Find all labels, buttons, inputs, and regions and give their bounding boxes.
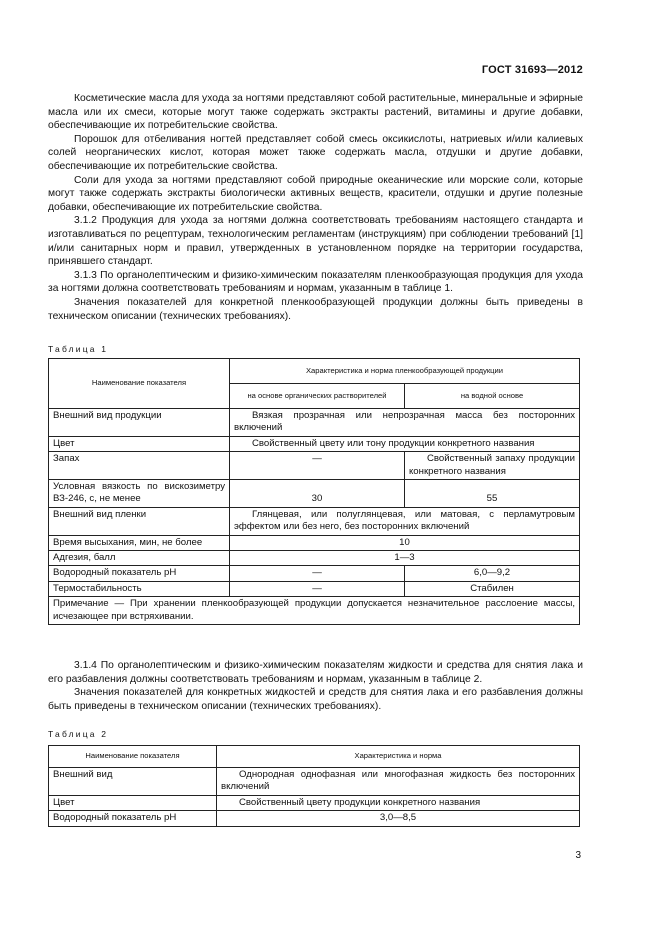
paragraph: Соли для ухода за ногтями представляют собой природные океанические или морские соли, которые могут также содержать экстракты биологически активных веществ, красители, отдушки и другие полезные добавки, обеспечивающие их потребительские свойства. [48,174,583,213]
row-name: Внешний вид [49,768,217,796]
table-2 [48,745,580,827]
row-name: Условная вязкость по вискозиметру ВЗ-246, с, не менее [49,480,230,508]
row-value-organic: — [230,581,405,596]
row-name: Водородный показатель рН [49,811,217,826]
table-row [49,535,580,550]
table-row [49,795,580,810]
row-value: Однородная однофазная или многофазная жидкость без посторонних включений [217,768,580,796]
row-value-water: 55 [405,480,580,508]
table-row [49,480,580,508]
table-row [49,452,580,480]
table-row [49,811,580,826]
row-name: Цвет [49,436,230,451]
row-name: Адгезия, балл [49,551,230,566]
table-row [49,436,580,451]
paragraph: Порошок для отбеливания ногтей представляет собой смесь оксикислоты, натриевых и/или калиевых солей неорганических кислот, которая может также содержать масла, отдушки и другие добавки, обеспечивающие их потребительские свойства. [48,133,583,172]
row-name: Цвет [49,795,217,810]
paragraph: 3.1.2 Продукция для ухода за ногтями должна соответствовать требованиям настоящего стандарта и изготавливаться по рецептурам, технологическим регламентам (инструкциям) при соблюдении требований [1] и/или санитарных норм и правил, утвержденных в установленном порядке на территории государства, принявшего стандарт. [48,215,583,268]
text-block-bottom [48,659,583,713]
row-value-organic: — [230,452,405,480]
row-name: Водородный показатель рН [49,566,230,581]
table-row [49,409,580,437]
row-name: Время высыхания, мин, не более [49,535,230,550]
column-header-name: Наименование показателя [49,359,230,409]
row-name: Запах [49,452,230,480]
paragraph: Косметические масла для ухода за ногтями представляют собой растительные, минеральные и эфирные масла или их смеси, которые могут также содержать экстракты растений, витамины и другие добавки, обеспечивающие их потребительские свойства. [48,93,583,132]
row-name: Внешний вид пленки [49,507,230,535]
table-2-label: Таблица 2 [48,729,109,739]
standard-code-header: ГОСТ 31693—2012 [481,64,583,76]
table-1 [48,358,580,625]
row-value: 1—3 [230,551,580,566]
row-value: Свойственный цвету или тону продукции конкретного названия [230,436,580,451]
text-block-top [48,92,583,323]
table-row [49,768,580,796]
row-name: Внешний вид продукции [49,409,230,437]
row-value: Свойственный цвету продукции конкретного названия [217,795,580,810]
column-header-organic: на основе органических растворителей [230,384,405,409]
row-name: Термостабильность [49,581,230,596]
paragraph: 3.1.4 По органолептическим и физико-химическим показателям жидкости и средства для снятия лака и его разбавления должны соответствовать требованиям и нормам, указанным в таблице 2. [48,660,583,685]
column-header-group: Характеристика и норма пленкообразующей продукции [230,359,580,384]
row-value: 3,0—8,5 [217,811,580,826]
table-note-row [49,597,580,625]
column-header-name: Наименование показателя [49,746,217,768]
table-row [49,507,580,535]
row-value-organic: 30 [230,480,405,508]
column-header-water: на водной основе [405,384,580,409]
column-header-value: Характеристика и норма [217,746,580,768]
paragraph: Значения показателей для конкретных жидкостей и средств для снятия лака и его разбавления должны быть приведены в техническом описании (технических требованиях). [48,687,583,712]
page-number: 3 [575,850,581,861]
table-row [49,566,580,581]
row-value: 10 [230,535,580,550]
row-value-water: Свойственный запаху продукции конкретного названия [405,452,580,480]
table-row [49,581,580,596]
table-row [49,551,580,566]
table-note: Примечание — При хранении пленкообразующей продукции допускается незначительное расслоение массы, исчезающее при встряхивании. [49,597,580,625]
table-1-label: Таблица 1 [48,344,109,354]
paragraph: Значения показателей для конкретной пленкообразующей продукции должны быть приведены в техническом описании (технических требованиях). [48,296,583,322]
row-value-water: Стабилен [405,581,580,596]
row-value-water: 6,0—9,2 [405,566,580,581]
row-value: Глянцевая, или полуглянцевая, или матовая, с перламутровым эффектом или без него, без посторонних включений [230,507,580,535]
row-value: Вязкая прозрачная или непрозрачная масса без посторонних включений [230,409,580,437]
row-value-organic: — [230,566,405,581]
paragraph: 3.1.3 По органолептическим и физико-химическим показателям пленкообразующая продукция для ухода за ногтями должна соответствовать требованиям и нормам, указанным в таблице 1. [48,269,583,295]
